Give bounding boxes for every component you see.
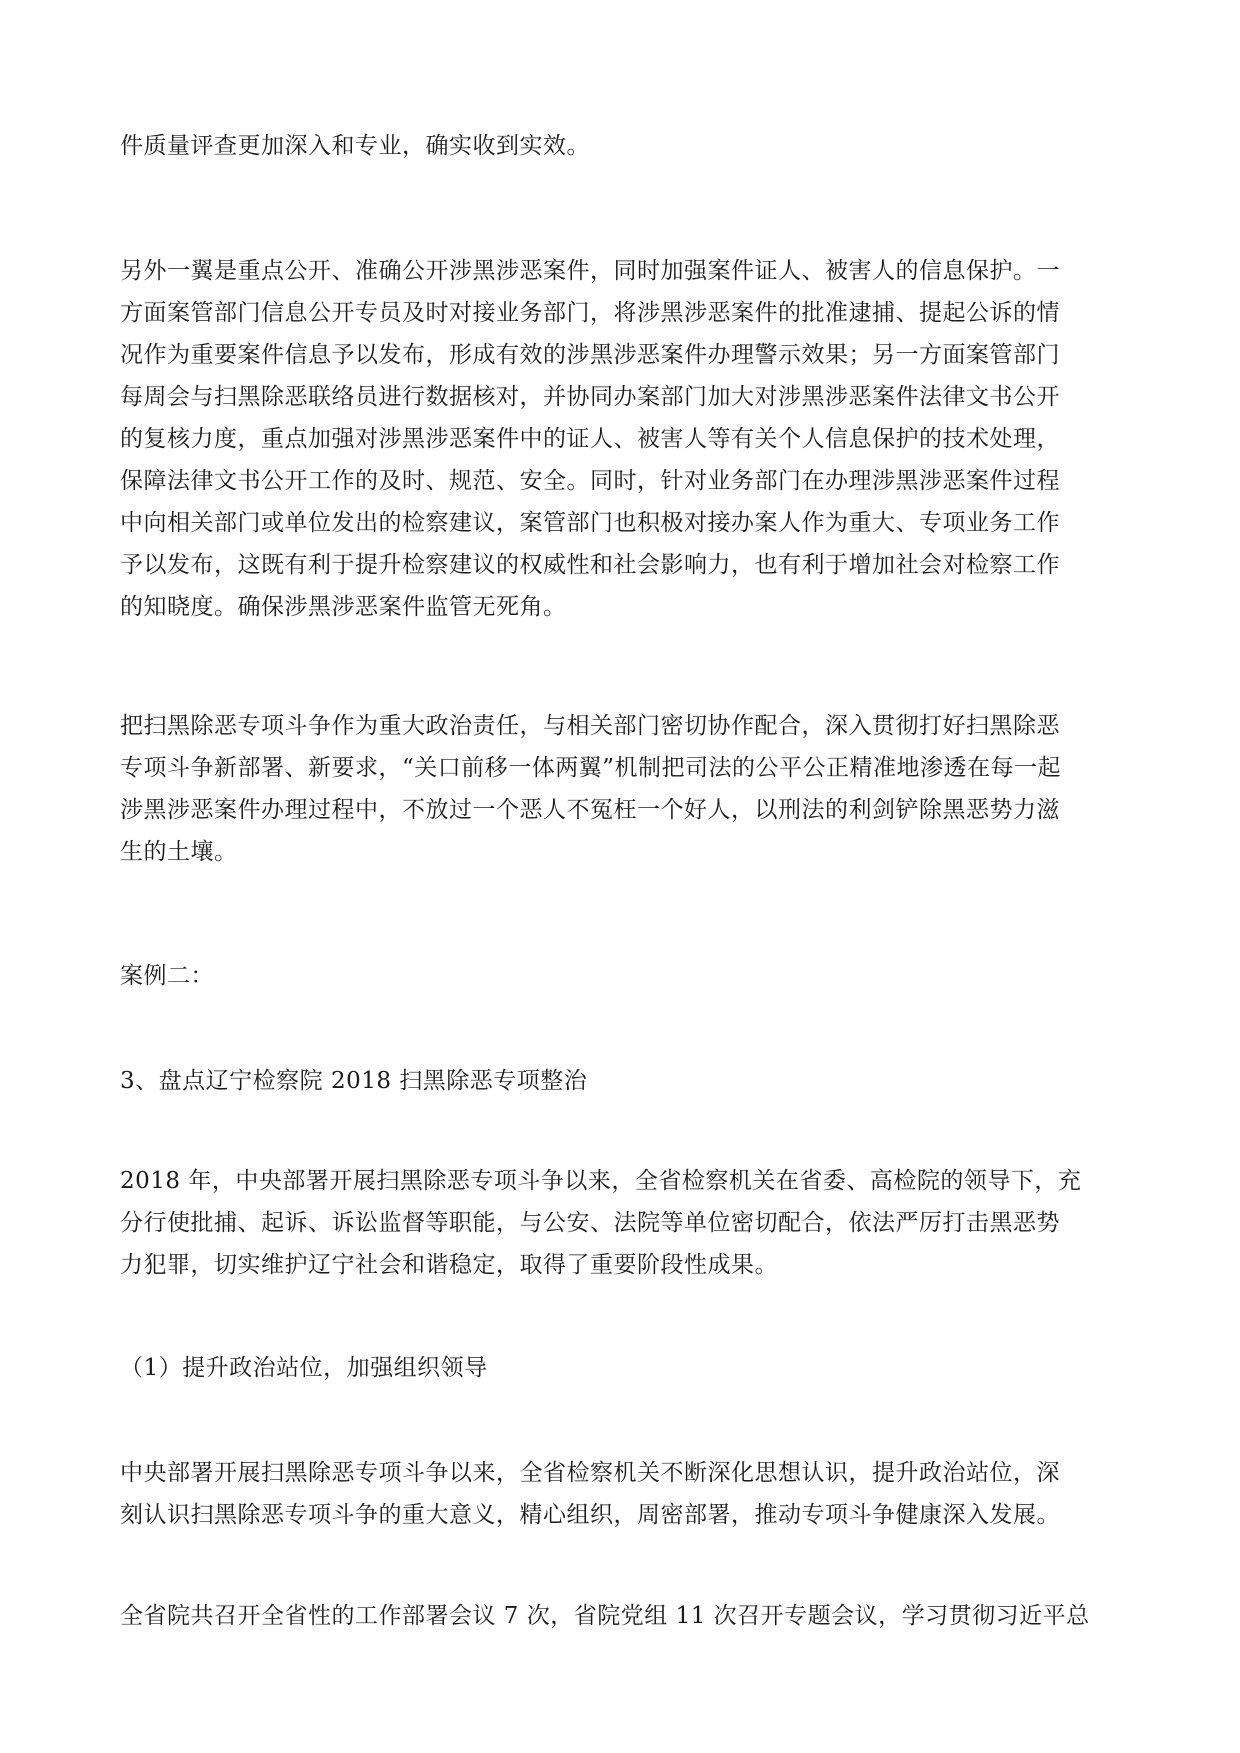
text-line: 刻认识扫黑除恶专项斗争的重大意义，精心组织，周密部署，推动专项斗争健康深入发展。 [120,1502,1060,1528]
text-line: 力犯罪，切实维护辽宁社会和谐稳定，取得了重要阶段性成果。 [120,1252,778,1278]
text-line: 予以发布，这既有利于提升检察建议的权威性和社会影响力，也有利于增加社会对检察工作 [120,552,1060,578]
text-line: 每周会与扫黑除恶联络员进行数据核对，并协同办案部门加大对涉黑涉恶案件法律文书公开 [120,384,1060,410]
paragraph-political-responsibility [120,705,1120,873]
text-line: 专项斗争新部署、新要求，“关口前移一体两翼”机制把司法的公平公正精准地渗透在每一起 [120,755,1062,781]
text-line: 的知晓度。确保涉黑涉恶案件监管无死角。 [120,594,567,620]
text-line: 方面案管部门信息公开专员及时对接业务部门，将涉黑涉恶案件的批准逮捕、提起公诉的情 [120,300,1060,326]
text-line: 生的土壤。 [120,839,238,865]
text-line: 况作为重要案件信息予以发布，形成有效的涉黑涉恶案件办理警示效果；另一方面案管部门 [120,342,1060,368]
text-line: 全省院共召开全省性的工作部署会议 7 次，省院党组 11 次召开专题会议，学习贯彻习近平总 [120,1603,1090,1629]
section-heading [120,1060,1120,1102]
paragraph-case-quality [120,125,1120,167]
paragraph-information-disclosure [120,250,1120,628]
case-two-label [120,955,1120,997]
text-line: 2018 年，中央部署开展扫黑除恶专项斗争以来，全省检察机关在省委、高检院的领导下，充 [120,1168,1082,1194]
paragraph-political-stance [120,1452,1120,1536]
text-line: 的复核力度，重点加强对涉黑涉恶案件中的证人、被害人等有关个人信息保护的技术处理， [120,426,1060,452]
text-line: 件质量评查更加深入和专业，确实收到实效。 [120,133,590,159]
text-line: 把扫黑除恶专项斗争作为重大政治责任，与相关部门密切协作配合，深入贯彻打好扫黑除恶 [120,713,1060,739]
text-line: （1）提升政治站位，加强组织领导 [120,1355,488,1381]
text-line: 另外一翼是重点公开、准确公开涉黑涉恶案件，同时加强案件证人、被害人的信息保护。一 [120,258,1060,284]
text-line: 保障法律文书公开工作的及时、规范、安全。同时，针对业务部门在办理涉黑涉恶案件过程 [120,468,1060,494]
paragraph-2018-summary [120,1160,1120,1286]
text-line: 中向相关部门或单位发出的检察建议，案管部门也积极对接办案人作为重大、专项业务工作 [120,510,1060,536]
text-line: 分行使批捕、起诉、诉讼监督等职能，与公安、法院等单位密切配合，依法严厉打击黑恶势 [120,1210,1060,1236]
subsection-heading [120,1347,1120,1389]
text-line: 案例二： [120,963,214,989]
paragraph-meetings [120,1595,1120,1637]
text-line: 中央部署开展扫黑除恶专项斗争以来，全省检察机关不断深化思想认识，提升政治站位，深 [120,1460,1060,1486]
text-line: 涉黑涉恶案件办理过程中，不放过一个恶人不冤枉一个好人，以刑法的利剑铲除黑恶势力滋 [120,797,1060,823]
text-line: 3、盘点辽宁检察院 2018 扫黑除恶专项整治 [120,1068,588,1094]
